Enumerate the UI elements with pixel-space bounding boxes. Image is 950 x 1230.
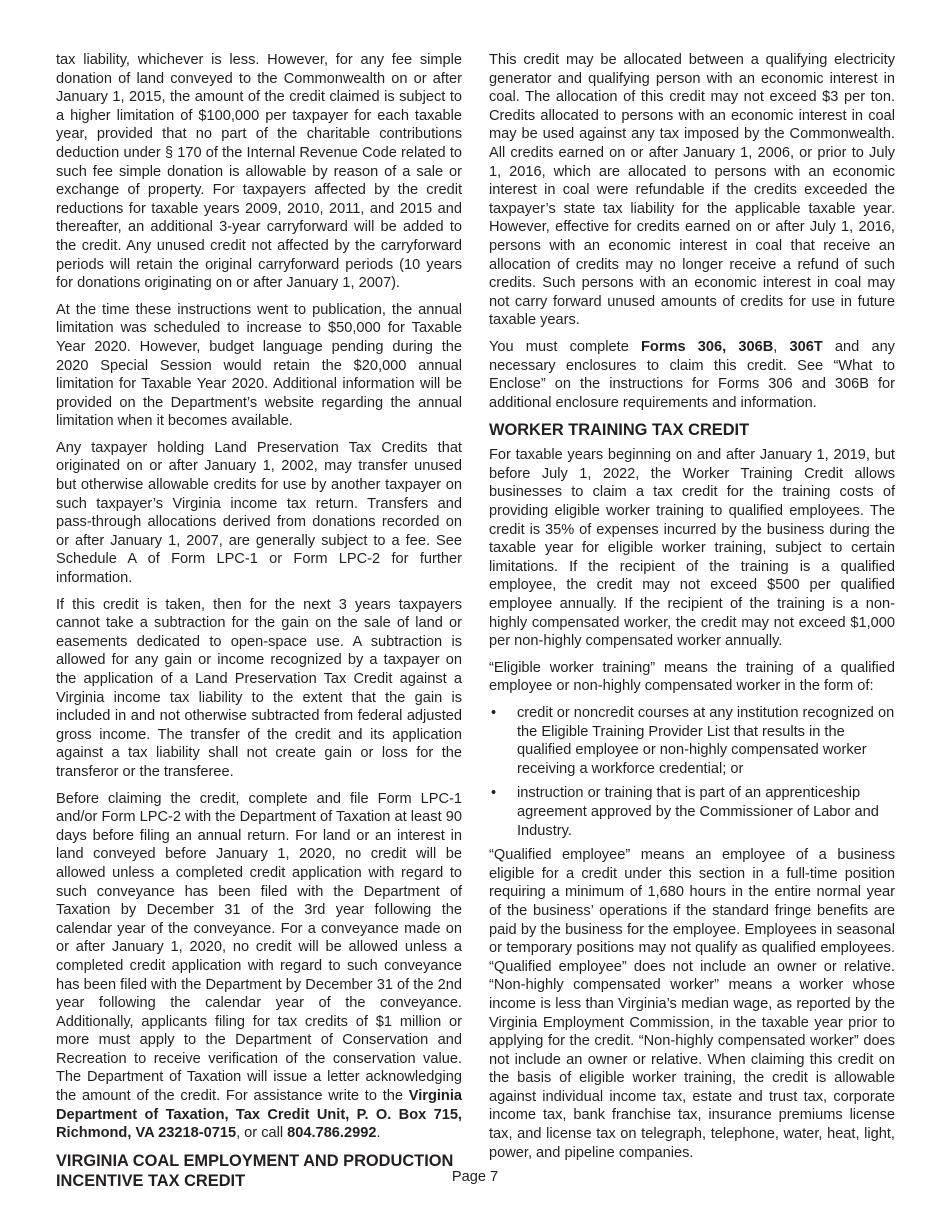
paragraph-credit-limitation: tax liability, whichever is less. However, for any fee simple donation of land conveyed to the Commonwealth on or after January 1, 2015, the amount of the credit claimed is subject to a higher limitation of $100,000 per taxpayer for each taxable year, provided that no part of the charitable contributions deduction under § 170 of the Internal Revenue Code related to such fee simple donation is allowable by reason of a sale or exchange of property. For taxpayers affected by the credit reductions for taxable years 2009, 2010, 2011, and 2015 and thereafter, an additional 3-year carryforward will be added to the credit. Any unused credit not affected by the carryforward periods will retain the original carryforward periods (10 years for donations originating on or after January 1, 2007). xyxy=(56,52,462,292)
paragraph-coal-allocation: This credit may be allocated between a qualifying electricity generator and qualifying person with an economic interest in coal. The allocation of this credit may not exceed $3 per ton. Credits allocated to persons with an economic interest in coal may be used against any tax imposed by the Commonwealth. All credits earned on or after January 1, 2006, or prior to July 1, 2016, which are allocated to persons with an economic interest in coal were refundable if the credits exceeded the taxpayer’s state tax liability for the applicable taxable year. However, effective for credits earned on or after July 1, 2016, persons with an economic interest in coal that receive an allocation of credits may no longer receive a refund of such credits. Such persons with an economic interest in coal may not carry forward unused amounts of credits for use in future taxable years. xyxy=(489,52,895,329)
left-column xyxy=(56,51,462,1197)
forms-intro-text: You must complete xyxy=(489,338,641,355)
eligible-training-list xyxy=(489,704,895,840)
bullet-icon: • xyxy=(491,705,497,721)
heading-coal-credit: VIRGINIA COAL EMPLOYMENT AND PRODUCTION INCENTIVE TAX CREDIT xyxy=(56,1151,454,1190)
forms-306-306b: Forms 306, 306B xyxy=(641,338,774,355)
paragraph-eligible-training: “Eligible worker training” means the training of a qualified employee or non-highly compensated worker in the form of: xyxy=(489,659,895,695)
paragraph-subtraction: If this credit is taken, then for the next 3 years taxpayers cannot take a subtraction for the gain on the sale of land or easements dedicated to open-space use. A subtraction is allowed for any gain or income recognized by a taxpayer on the application of a Land Preservation Tax Credit against a Virginia income tax liability to the extent that the gain is included in and not otherwise subtracted from federal adjusted gross income. The transfer of the credit and its application against a tax liability shall not create gain or loss for the transferor or the transferee. xyxy=(56,596,462,780)
paragraph-annual-limitation: At the time these instructions went to publication, the annual limitation was scheduled to increase to $50,000 for Taxable Year 2020. However, budget language pending during the 2020 Special Session would retain the $20,000 annual limitation for Taxable Year 2020. Additional information will be provided on the Department’s website regarding the annual limitation when it becomes available. xyxy=(56,301,462,430)
call-text: , or call xyxy=(236,1125,288,1142)
right-column xyxy=(489,51,895,1170)
paragraph-worker-training: For taxable years beginning on and after January 1, 2019, but before July 1, 2022, the Worker Training Credit allows businesses to claim a tax credit for the training costs of providing eligible worker training to qualified employees. The credit is 35% of expenses incurred by the business during the taxable year for eligible worker training, subject to certain limitations. If the recipient of the training is a qualified employee, the credit may not exceed $500 per qualified employee annually. If the recipient of the training is a non-highly compensated worker, the credit may not exceed $1,000 per non-highly compensated worker annually. xyxy=(489,447,895,650)
page-number: Page 7 xyxy=(451,1169,499,1185)
paragraph-qualified-employee: “Qualified employee” means an employee of a business eligible for a credit under this section in a full-time position requiring a minimum of 1,680 hours in the entire normal year of the business’ operations if the standard fringe benefits are paid by the business for the employee. Employees in seasonal or temporary positions may not qualify as qualified employees. “Qualified employee” does not include an owner or relative. “Non-highly compensated worker” means a worker whose income is less than Virginia’s median wage, as reported by the Virginia Employment Commission, in the taxable year prior to applying for the credit. “Non-highly compensated worker” does not include an owner or relative. When claiming this credit on the basis of eligible worker training, the credit is allowable against individual income tax, estate and trust tax, corporate income tax, bank franchise tax, insurance premiums license tax, and license tax on telegraph, telephone, water, heat, light, power, and pipeline companies. xyxy=(489,847,895,1161)
claiming-credit-text: Before claiming the credit, complete and file Form LPC-1 and/or Form LPC-2 with the Department of Taxation at least 90 days before filing an annual return. For land or an interest in land conveyed before January 1, 2020, no credit will be allowed unless a completed credit application with regard to such conveyance has been filed with the Department of Taxation by December 31 of the 3rd year following the calendar year of the conveyance. For a conveyance made on or after January 1, 2020, no credit will be allowed unless a completed credit application with regard to such conveyance has been filed with the Department by December 31 of the 2nd year following the calendar year of the conveyance. Additionally, applicants filing for tax credits of $1 million or more must apply to the Department of Conservation and Recreation to receive verification of the conservation value. The Department of Taxation will issue a letter acknowledging the amount of the credit. For assistance write to the xyxy=(56,790,462,1105)
paragraph-forms-required xyxy=(489,338,895,412)
tax-credit-unit-address: Virginia Department of Taxation, Tax Credit Unit, P. O. Box 715, Richmond, VA 23218-0715 xyxy=(56,1088,462,1142)
list-item xyxy=(489,704,895,778)
list-item-text: credit or noncredit courses at any institution recognized on the Eligible Training Provider List that results in the qualified employee or non-highly compensated worker receiving a workforce credential; or xyxy=(517,705,895,777)
forms-comma: , xyxy=(773,338,790,355)
form-306t: 306T xyxy=(789,338,823,355)
list-item xyxy=(489,784,895,840)
bullet-icon: • xyxy=(491,785,497,802)
phone-number: 804.786.2992 xyxy=(287,1125,377,1142)
period: . xyxy=(376,1125,381,1142)
paragraph-claiming-credit xyxy=(56,790,462,1143)
list-item-text: instruction or training that is part of an apprenticeship agreement approved by the Commissioner of Labor and Industry. xyxy=(517,785,879,839)
heading-worker-training: WORKER TRAINING TAX CREDIT xyxy=(489,421,750,440)
forms-rest-text: and any necessary enclosures to claim this credit. See “What to Enclose” on the instructions for Forms 306 and 306B for additional enclosure requirements and information. xyxy=(489,338,895,411)
paragraph-credit-transfer: Any taxpayer holding Land Preservation Tax Credits that originated on or after January 1, 2002, may transfer unused but otherwise allowable credits for use by another taxpayer on such taxpayer’s Virginia income tax return. Transfers and pass-through allocations derived from donations recorded on or after January 1, 2007, are generally subject to a fee. See Schedule A of Form LPC-1 or Form LPC-2 for further information. xyxy=(56,439,462,587)
